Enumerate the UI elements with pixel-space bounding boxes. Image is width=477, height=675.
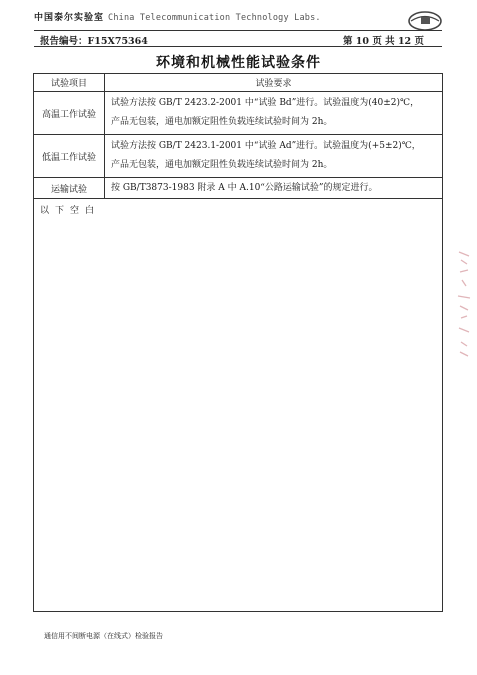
requirement-line: 产品无包装，通电加额定阻性负载连续试验时间为 2h。: [111, 160, 333, 170]
column-header-item: 试验项目: [34, 74, 105, 92]
table-header-row: [34, 74, 443, 92]
page-title: 环境和机械性能试验条件: [156, 55, 321, 71]
seal-stamp-icon: [455, 250, 473, 360]
org-header: [34, 10, 404, 24]
table-row: [34, 92, 443, 135]
requirement-line: 试验方法按 GB/T 2423.2-2001 中“试验 Bd”进行。试验温度为(40±2)℃，: [111, 98, 420, 108]
header-rule-bottom: [34, 46, 442, 47]
test-item-cell: 高温工作试验: [34, 92, 105, 135]
org-name-cn: 中国泰尔实验室: [34, 13, 105, 23]
column-header-requirement: 试验要求: [105, 74, 443, 92]
test-item-cell: 运输试验: [34, 178, 105, 199]
test-requirement-cell: [105, 135, 443, 178]
header-rule-top: [34, 30, 442, 31]
test-requirement-cell: [105, 178, 443, 199]
test-requirement-cell: [105, 92, 443, 135]
requirement-line: 按 GB/T3873-1983 附录 A 中 A.10“公路运输试验”的规定进行。: [111, 182, 378, 193]
table-row: [34, 135, 443, 178]
page-count: 第 10 页 共 12 页: [343, 36, 424, 47]
footer-report-name: 通信用不间断电源（在线式）检验报告: [44, 632, 163, 640]
blank-note: 以下空白: [40, 206, 101, 216]
lab-logo-icon: [403, 8, 443, 32]
blank-row: [34, 199, 443, 612]
report-number: 报告编号：F15X75364: [40, 36, 148, 47]
table-row: [34, 178, 443, 199]
test-conditions-table: [33, 73, 443, 612]
requirement-line: 产品无包装，通电加额定阻性负载连续试验时间为 2h。: [111, 117, 333, 127]
test-item-cell: 低温工作试验: [34, 135, 105, 178]
org-name-en: China Telecommunication Technology Labs.: [108, 13, 321, 23]
requirement-line: 试验方法按 GB/T 2423.1-2001 中“试验 Ad”进行。试验温度为(+5±2)℃，: [111, 141, 421, 151]
blank-area: [34, 199, 443, 612]
